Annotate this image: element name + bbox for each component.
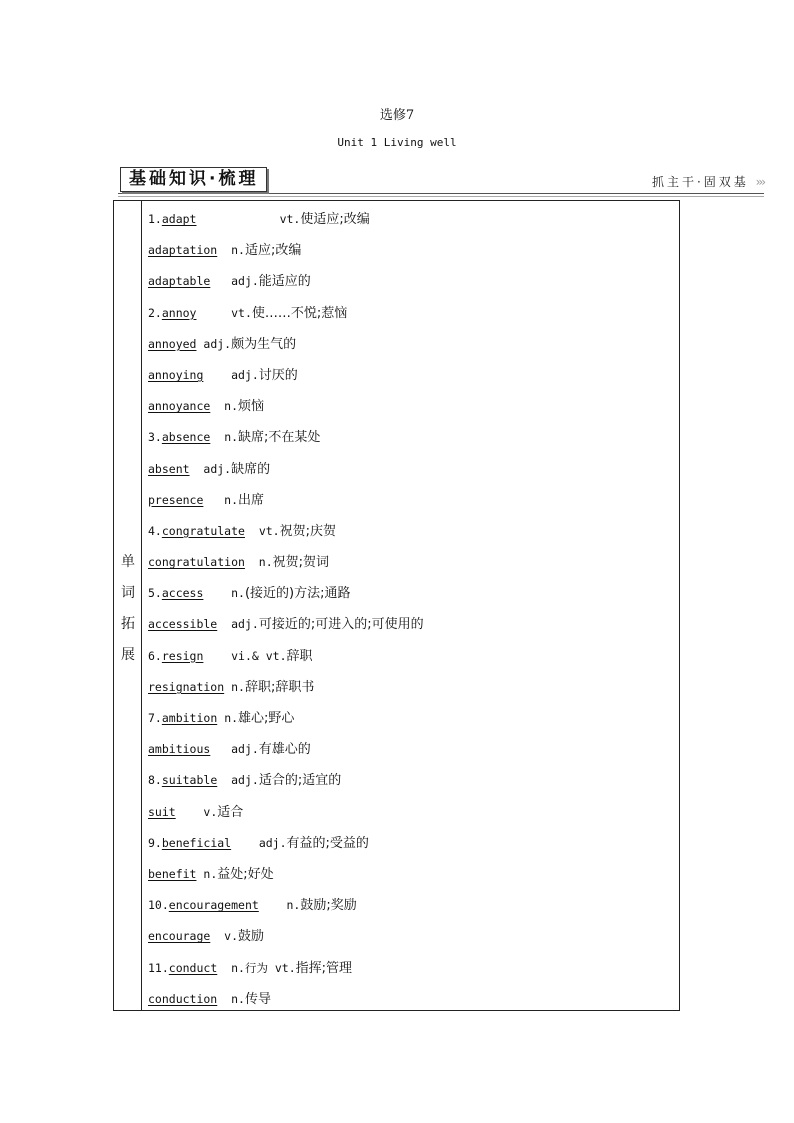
vocab-word: absent xyxy=(148,461,190,476)
category-char: 词 xyxy=(121,585,135,601)
entry-number: 10. xyxy=(148,898,169,913)
banner-rule xyxy=(118,193,764,194)
part-of-speech: n. xyxy=(224,711,239,725)
vocab-entry xyxy=(148,734,675,765)
word-meaning: 适合的;适宜的 xyxy=(258,773,342,789)
word-meaning: 辞职 xyxy=(286,648,313,664)
part-of-speech: vi.& vt. xyxy=(231,648,287,663)
spacer xyxy=(217,773,231,787)
vocab-word: annoyed xyxy=(148,336,197,351)
spacer xyxy=(245,524,259,538)
part-of-speech: n.行为 vt. xyxy=(231,960,296,975)
part-of-speech: n. xyxy=(231,991,245,1006)
vocab-entry xyxy=(148,641,675,672)
spacer xyxy=(210,742,231,756)
vocab-word: conduct xyxy=(168,960,218,975)
category-char: 单 xyxy=(121,554,135,570)
word-meaning: 适应;改编 xyxy=(244,243,302,259)
vocab-entry xyxy=(148,609,675,640)
vocab-entry xyxy=(148,547,675,578)
word-meaning: (接近的)方法;通路 xyxy=(244,586,351,602)
part-of-speech: n. xyxy=(231,243,245,258)
spacer xyxy=(210,399,224,413)
spacer xyxy=(203,493,224,507)
vocab-entry xyxy=(148,953,675,984)
vocab-entry xyxy=(148,859,675,890)
part-of-speech: n. xyxy=(286,898,301,913)
word-meaning: 指挥;管理 xyxy=(295,960,353,976)
word-meaning: 辞职;辞职书 xyxy=(244,679,315,695)
word-meaning: 烦恼 xyxy=(238,399,265,415)
vocab-entry xyxy=(148,266,675,297)
vocab-word: resignation xyxy=(148,679,225,694)
vocab-word: encouragement xyxy=(168,898,259,913)
word-meaning: 缺席;不在某处 xyxy=(238,430,321,446)
vocab-entry xyxy=(148,454,675,485)
word-meaning: 颇为生气的 xyxy=(231,336,297,352)
spacer xyxy=(245,555,259,569)
section-heading: 基础知识·梳理 xyxy=(120,167,267,192)
part-of-speech: adj. xyxy=(203,461,232,476)
vocab-entry xyxy=(148,485,675,516)
word-meaning: 可接近的;可进入的;可使用的 xyxy=(258,617,424,633)
vocab-word: resign xyxy=(161,648,204,663)
part-of-speech: v. xyxy=(224,929,239,944)
section-tagline xyxy=(652,173,764,190)
section-banner xyxy=(118,167,764,194)
entry-number: 11. xyxy=(148,960,169,975)
word-meaning: 祝贺;贺词 xyxy=(272,555,330,571)
vocab-entry xyxy=(148,391,675,422)
spacer xyxy=(231,836,259,850)
entry-number: 8. xyxy=(148,773,162,788)
word-meaning: 能适应的 xyxy=(258,274,311,290)
part-of-speech: v. xyxy=(203,804,218,819)
vocab-entry xyxy=(148,422,675,453)
part-of-speech: vt. xyxy=(231,305,252,320)
spacer xyxy=(196,306,231,320)
triple-chevron-right-icon: ››› xyxy=(755,175,764,189)
word-meaning: 使……不悦;惹恼 xyxy=(251,305,348,321)
spacer xyxy=(217,992,231,1006)
part-of-speech: n. xyxy=(231,679,245,694)
category-char: 拓 xyxy=(121,616,135,632)
banner-rule-secondary xyxy=(118,196,764,197)
word-meaning: 有益的;受益的 xyxy=(286,835,369,851)
part-of-speech: adj. xyxy=(231,367,259,382)
vocab-word: access xyxy=(161,586,204,601)
vocab-word: benefit xyxy=(148,866,197,881)
vocab-word: adapt xyxy=(161,212,197,226)
word-meaning: 雄心;野心 xyxy=(238,711,295,726)
vocab-word: suitable xyxy=(161,773,218,788)
spacer xyxy=(210,430,224,444)
entry-number: 2. xyxy=(148,305,162,320)
entry-number: 3. xyxy=(148,430,162,445)
word-meaning: 传导 xyxy=(244,991,271,1007)
vocab-entry xyxy=(148,797,675,828)
vocab-word: congratulate xyxy=(161,523,245,538)
spacer xyxy=(210,274,231,288)
vocab-entry xyxy=(148,672,675,703)
section-tagline-text: 抓主干·固双基 xyxy=(651,175,749,189)
vocab-entry xyxy=(148,890,675,921)
word-meaning: 缺席的 xyxy=(231,461,271,477)
word-meaning: 鼓励 xyxy=(238,929,265,945)
spacer xyxy=(196,212,279,226)
part-of-speech: n. xyxy=(231,586,245,601)
vocab-word: ambition xyxy=(161,711,218,725)
entry-number: 6. xyxy=(148,648,162,663)
spacer xyxy=(259,898,287,912)
entry-number: 4. xyxy=(148,523,162,538)
unit-subtitle: Unit 1 Living well xyxy=(337,136,457,149)
part-of-speech: n. xyxy=(258,555,273,570)
vocab-word: conduction xyxy=(148,991,218,1006)
category-char: 展 xyxy=(121,647,135,663)
vocab-word: adaptation xyxy=(148,243,218,258)
part-of-speech: adj. xyxy=(231,617,259,632)
word-meaning: 适合 xyxy=(217,804,244,820)
vocab-entry xyxy=(148,921,675,952)
word-meaning: 祝贺;庆贺 xyxy=(279,523,336,539)
vocab-word: annoyance xyxy=(148,399,211,414)
vocab-entry xyxy=(148,298,675,329)
vocab-word: encourage xyxy=(148,929,211,944)
entry-number: 9. xyxy=(148,835,162,850)
vocab-entry xyxy=(148,235,675,266)
vocab-entry xyxy=(148,516,675,547)
entry-number: 7. xyxy=(148,711,162,725)
category-column xyxy=(114,201,142,1010)
vocab-word: annoy xyxy=(161,305,197,320)
vocab-entry xyxy=(148,703,675,734)
vocab-entry xyxy=(148,578,675,609)
part-of-speech: vt. xyxy=(279,212,301,226)
part-of-speech: vt. xyxy=(258,523,280,538)
vocab-word: suit xyxy=(148,804,176,819)
part-of-speech: n. xyxy=(203,866,218,881)
vocab-word: annoying xyxy=(148,367,204,382)
part-of-speech: n. xyxy=(224,399,239,414)
spacer xyxy=(217,243,231,257)
vocab-word: beneficial xyxy=(161,835,232,850)
vocab-word: accessible xyxy=(148,617,218,632)
spacer xyxy=(176,805,204,819)
spacer xyxy=(203,649,231,663)
part-of-speech: adj. xyxy=(231,773,259,788)
vocab-entry xyxy=(148,204,675,235)
spacer xyxy=(210,929,224,943)
part-of-speech: n. xyxy=(224,492,239,507)
vocab-entry xyxy=(148,765,675,796)
spacer xyxy=(203,586,231,600)
word-meaning: 益处;好处 xyxy=(217,866,274,882)
word-meaning: 出席 xyxy=(238,492,265,508)
vocab-word: congratulation xyxy=(148,555,245,570)
vocabulary-table xyxy=(113,200,680,1011)
part-of-speech: adj. xyxy=(231,274,259,289)
vocabulary-list xyxy=(148,204,675,1015)
word-meaning: 讨厌的 xyxy=(258,367,298,383)
vocab-word: absence xyxy=(161,430,211,445)
spacer xyxy=(190,462,204,476)
part-of-speech: adj. xyxy=(231,742,259,757)
word-meaning: 使适应;改编 xyxy=(300,212,370,227)
vocab-entry xyxy=(148,329,675,360)
vocab-entry xyxy=(148,828,675,859)
spacer xyxy=(217,617,231,631)
part-of-speech: adj. xyxy=(258,835,287,850)
vocab-entry xyxy=(148,360,675,391)
part-of-speech: n. xyxy=(224,430,239,445)
word-meaning: 有雄心的 xyxy=(258,742,311,758)
spacer xyxy=(203,368,231,382)
category-label xyxy=(114,547,142,671)
entry-number: 5. xyxy=(148,586,162,601)
entry-number: 1. xyxy=(148,212,162,226)
spacer xyxy=(217,961,231,975)
vocab-word: presence xyxy=(148,492,204,507)
vocab-word: adaptable xyxy=(148,274,211,289)
vocab-word: ambitious xyxy=(148,742,211,757)
word-meaning: 鼓励;奖励 xyxy=(300,898,357,914)
vocab-entry xyxy=(148,984,675,1015)
page-title: 选修7 xyxy=(379,108,415,123)
part-of-speech: adj. xyxy=(203,336,232,351)
